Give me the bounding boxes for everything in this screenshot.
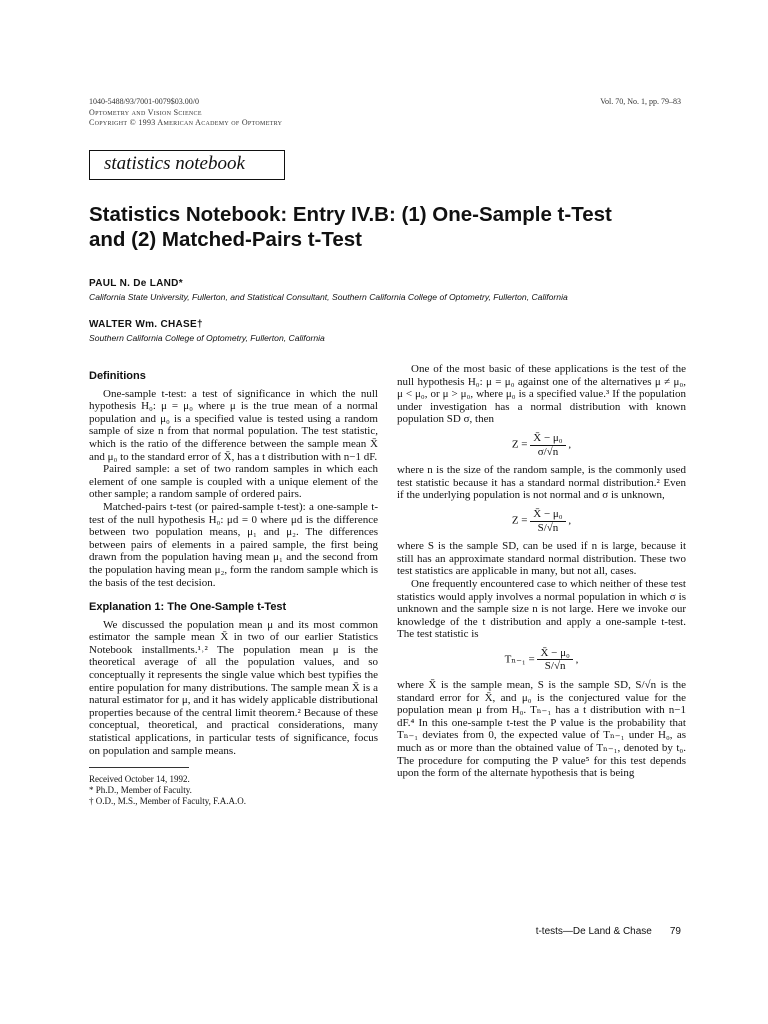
journal-name: Optometry and Vision Science: [89, 107, 202, 117]
equation-denominator: S/√n: [544, 660, 566, 673]
equation-tail: ,: [575, 653, 579, 666]
equation-z-s: [397, 508, 686, 534]
footnote-divider: [89, 767, 189, 768]
equation-tail: ,: [568, 438, 572, 451]
right-column: [397, 363, 686, 780]
page-number: 79: [669, 926, 681, 937]
author-block-2: [89, 319, 325, 343]
footnote-author-2: † O.D., M.S., Member of Faculty, F.A.A.O.: [89, 796, 246, 807]
author-affiliation: Southern California College of Optometry, Fullerton, California: [89, 333, 325, 343]
equation-t-statistic: [397, 647, 686, 673]
page-footer: [536, 926, 681, 937]
author-name: PAUL N. De LAND*: [89, 278, 183, 289]
definition-one-sample: One-sample t-test: a test of significance in which the null hypothesis H₀: μ = μ₀ where μ is the true mean of a normal population and μ₀ is a specified value is tested using a random sample of size n from that normal population. The test statistic, which is the ratio of the difference between the sample mean X̄ and μ₀ to the standard error of X̄, has a t distribution with n−1 dF.: [89, 387, 378, 463]
copyright-line: Copyright © 1993 American Academy of Optometry: [89, 118, 283, 127]
equation-denominator: S/√n: [537, 521, 559, 534]
author-affiliation: California State University, Fullerton, and Statistical Consultant, Southern California College of Optometry, Fullerton, California: [89, 292, 568, 302]
left-column: [89, 370, 378, 807]
journal-header: [89, 97, 282, 129]
definition-matched-pairs: Matched-pairs t-test (or paired-sample t-test): a one-sample t-test of the null hypothesis H₀: μd = 0 where μd is the difference between two population means, μ₁ and μ₂. The differences between pairs of elements in a paired sample, the first being drawn from the population having mean μ₁ and the second from the population having mean μ₂, form the random sample which is the basis of the test decision.: [89, 500, 378, 589]
equation-fraction: [530, 508, 565, 534]
equation-tail: ,: [568, 514, 572, 527]
explanation-paragraph: We discussed the population mean μ and its most common estimator the sample mean X̄ in two of our earlier Statistics Notebook installments.¹˒² The population mean μ is the theoretical average of all the population values, and so conceptually it represents the single value which best typifies the entire population for many distributions. The sample mean X̄ is a natural estimator for μ, and it has widely applicable distributional properties because of the central limit theorem.² Because of these conceptual, theoretical, and practical considerations, many statistical applications, in particular tests of significance, focus on population and sample means.: [89, 618, 378, 757]
volume-info: Vol. 70, No. 1, pp. 79–83: [600, 97, 681, 106]
title-line-2: and (2) Matched-Pairs t-Test: [89, 228, 362, 251]
paragraph: where X̄ is the sample mean, S is the sample SD, S/√n is the standard error for X̄, and μ₀ is the conjectured value for the population mean μ from H₀. Tₙ₋₁ has a t distribution with n−1 dF.⁴ In this one-sample t-test the P value is the probability that Tₙ₋₁ deviates from 0, the expected value of Tₙ₋₁ under H₀, as much as or more than the obtained value of Tₙ₋₁, denoted by t₀. The procedure for computing the P value⁵ for this test depends upon the form of the alternate hypothesis that is being: [397, 679, 686, 780]
equation-numerator: X̄ − μ₀: [530, 432, 565, 446]
definition-paired-sample: Paired sample: a set of two random samples in which each element of one sample is coupled with a unique element of the other sample; a random sample of ordered pairs.: [89, 463, 378, 501]
equation-z-sigma: [397, 432, 686, 458]
article-title: [89, 202, 689, 252]
footnote-received: Received October 14, 1992.: [89, 774, 190, 785]
paragraph: One of the most basic of these applications is the test of the null hypothesis H₀: μ = μ₀ against one of the alternatives μ ≠ μ₀, μ < μ₀, or μ > μ₀, where μ₀ is a specified value.³ If the population under investigation has a normal distribution with known population SD σ, then: [397, 363, 686, 426]
footnote-author-1: * Ph.D., Member of Faculty.: [89, 785, 192, 796]
notebook-label-box: [89, 150, 285, 180]
paragraph: One frequently encountered case to which neither of these test statistics would apply involves a normal population in which σ is unknown and the sample size n is not large. Here we invoke our knowledge of the t distribution and apply a one-sample t-test. The test statistic is: [397, 577, 686, 641]
equation-lhs: Z =: [511, 514, 528, 527]
section-heading-definitions: Definitions: [89, 370, 146, 382]
issn-line: 1040-5488/93/7001-0079$03.00/0: [89, 97, 199, 106]
equation-lhs: Tₙ₋₁ =: [504, 653, 535, 666]
title-line-1: Statistics Notebook: Entry IV.B: (1) One-Sample t-Test: [89, 203, 612, 226]
section-heading-explanation: Explanation 1: The One-Sample t-Test: [89, 601, 287, 614]
author-name: WALTER Wm. CHASE†: [89, 319, 203, 330]
author-block-1: [89, 278, 568, 302]
equation-numerator: X̄ − μ₀: [537, 647, 572, 661]
notebook-label: statistics notebook: [104, 153, 245, 174]
equation-lhs: Z =: [511, 438, 528, 451]
equation-fraction: [537, 647, 572, 673]
running-title: t-tests—De Land & Chase: [535, 926, 652, 937]
equation-fraction: [530, 432, 565, 458]
paragraph: where n is the size of the random sample, is the commonly used test statistic because it has a standard normal distribution.² Even if the underlying population is not normal and σ is unknown,: [397, 464, 686, 502]
equation-denominator: σ/√n: [537, 445, 559, 458]
paragraph: where S is the sample SD, can be used if n is large, because it still has an approximate standard normal distribution. These two test statistics are applicable in many, but not all, cases.: [397, 540, 686, 578]
equation-numerator: X̄ − μ₀: [530, 508, 565, 522]
